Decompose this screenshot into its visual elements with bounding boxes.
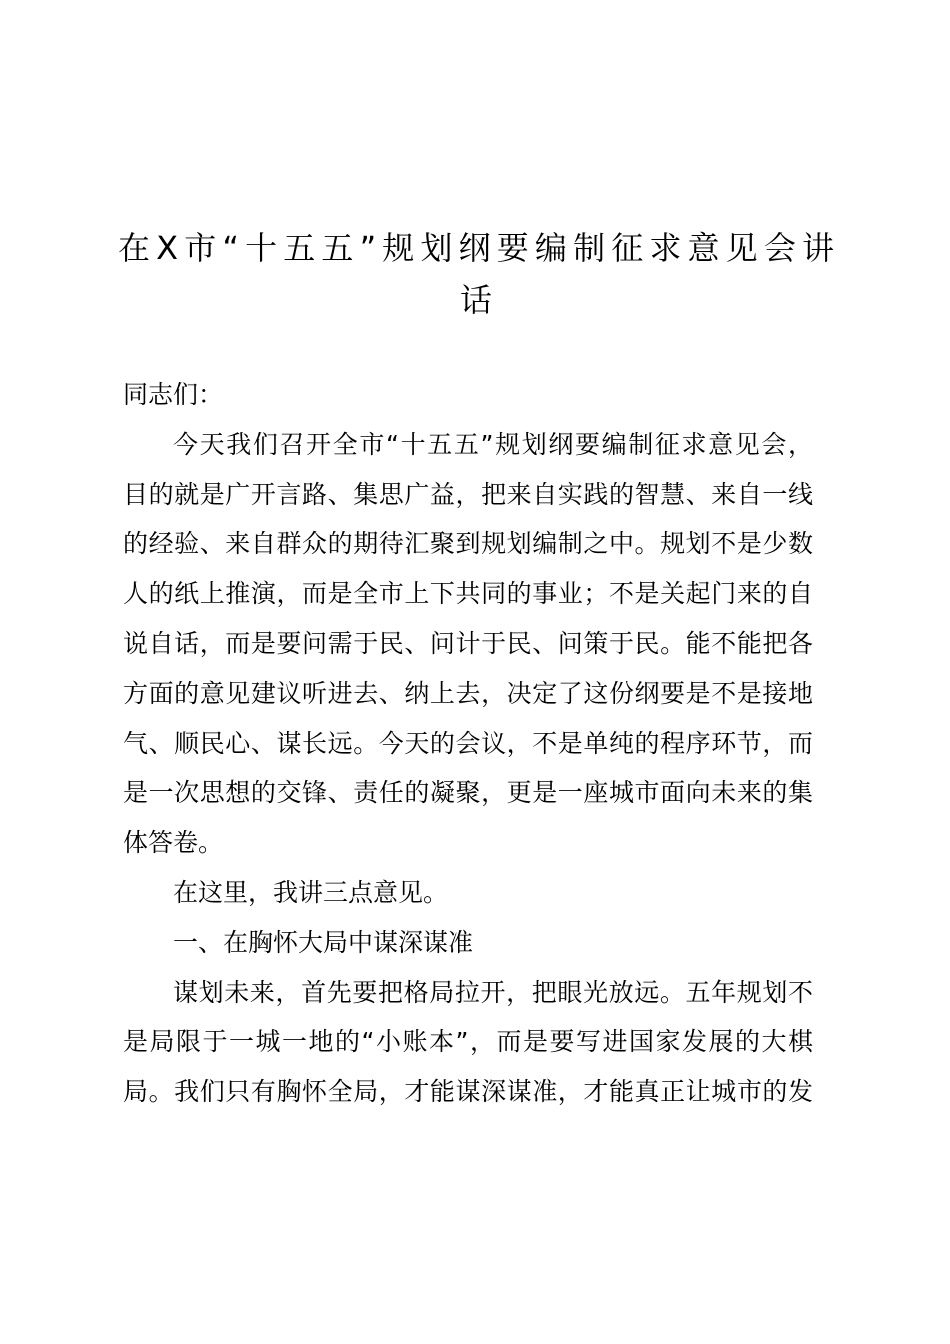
document-body (123, 370, 813, 1117)
text-line: 说自话，而是要问需于民、问计于民、问策于民。能不能把各 (123, 628, 813, 658)
paragraph-section-1 (123, 968, 813, 1117)
salutation: 同志们： (123, 380, 224, 409)
section-heading-1: 一、在胸怀大局中谋深谋准 (173, 927, 474, 957)
paragraph-three-points: 在这里，我讲三点意见。 (173, 877, 449, 907)
text-line: 方面的意见建议听进去、纳上去，决定了这份纲要是不是接地 (123, 678, 813, 708)
text-line: 气、顺民心、谋长远。今天的会议，不是单纯的程序环节，而 (123, 728, 813, 758)
text-line: 是一次思想的交锋、责任的凝聚，更是一座城市面向未来的集 (123, 778, 813, 808)
text-line: 是局限于一城一地的“小账本”，而是要写进国家发展的大棋 (123, 1027, 813, 1057)
text-line: 谋划未来，首先要把格局拉开，把眼光放远。五年规划不 (173, 977, 813, 1007)
text-line: 局。我们只有胸怀全局，才能谋深谋准，才能真正让城市的发 (123, 1077, 813, 1107)
text-line: 人的纸上推演，而是全市上下共同的事业；不是关起门来的自 (123, 579, 813, 609)
text-line: 目的就是广开言路、集思广益，把来自实践的智慧、来自一线 (123, 479, 813, 509)
paragraph-intro (123, 420, 813, 868)
document-title (118, 222, 834, 326)
text-line: 的经验、来自群众的期待汇聚到规划编制之中。规划不是少数 (123, 529, 813, 559)
title-line: 在X市“十五五”规划纲要编制征求意见会讲 (118, 229, 834, 267)
title-line: 话 (459, 281, 492, 319)
text-line: 体答卷。 (123, 828, 224, 858)
text-line: 今天我们召开全市“十五五”规划纲要编制征求意见会， (173, 429, 813, 459)
